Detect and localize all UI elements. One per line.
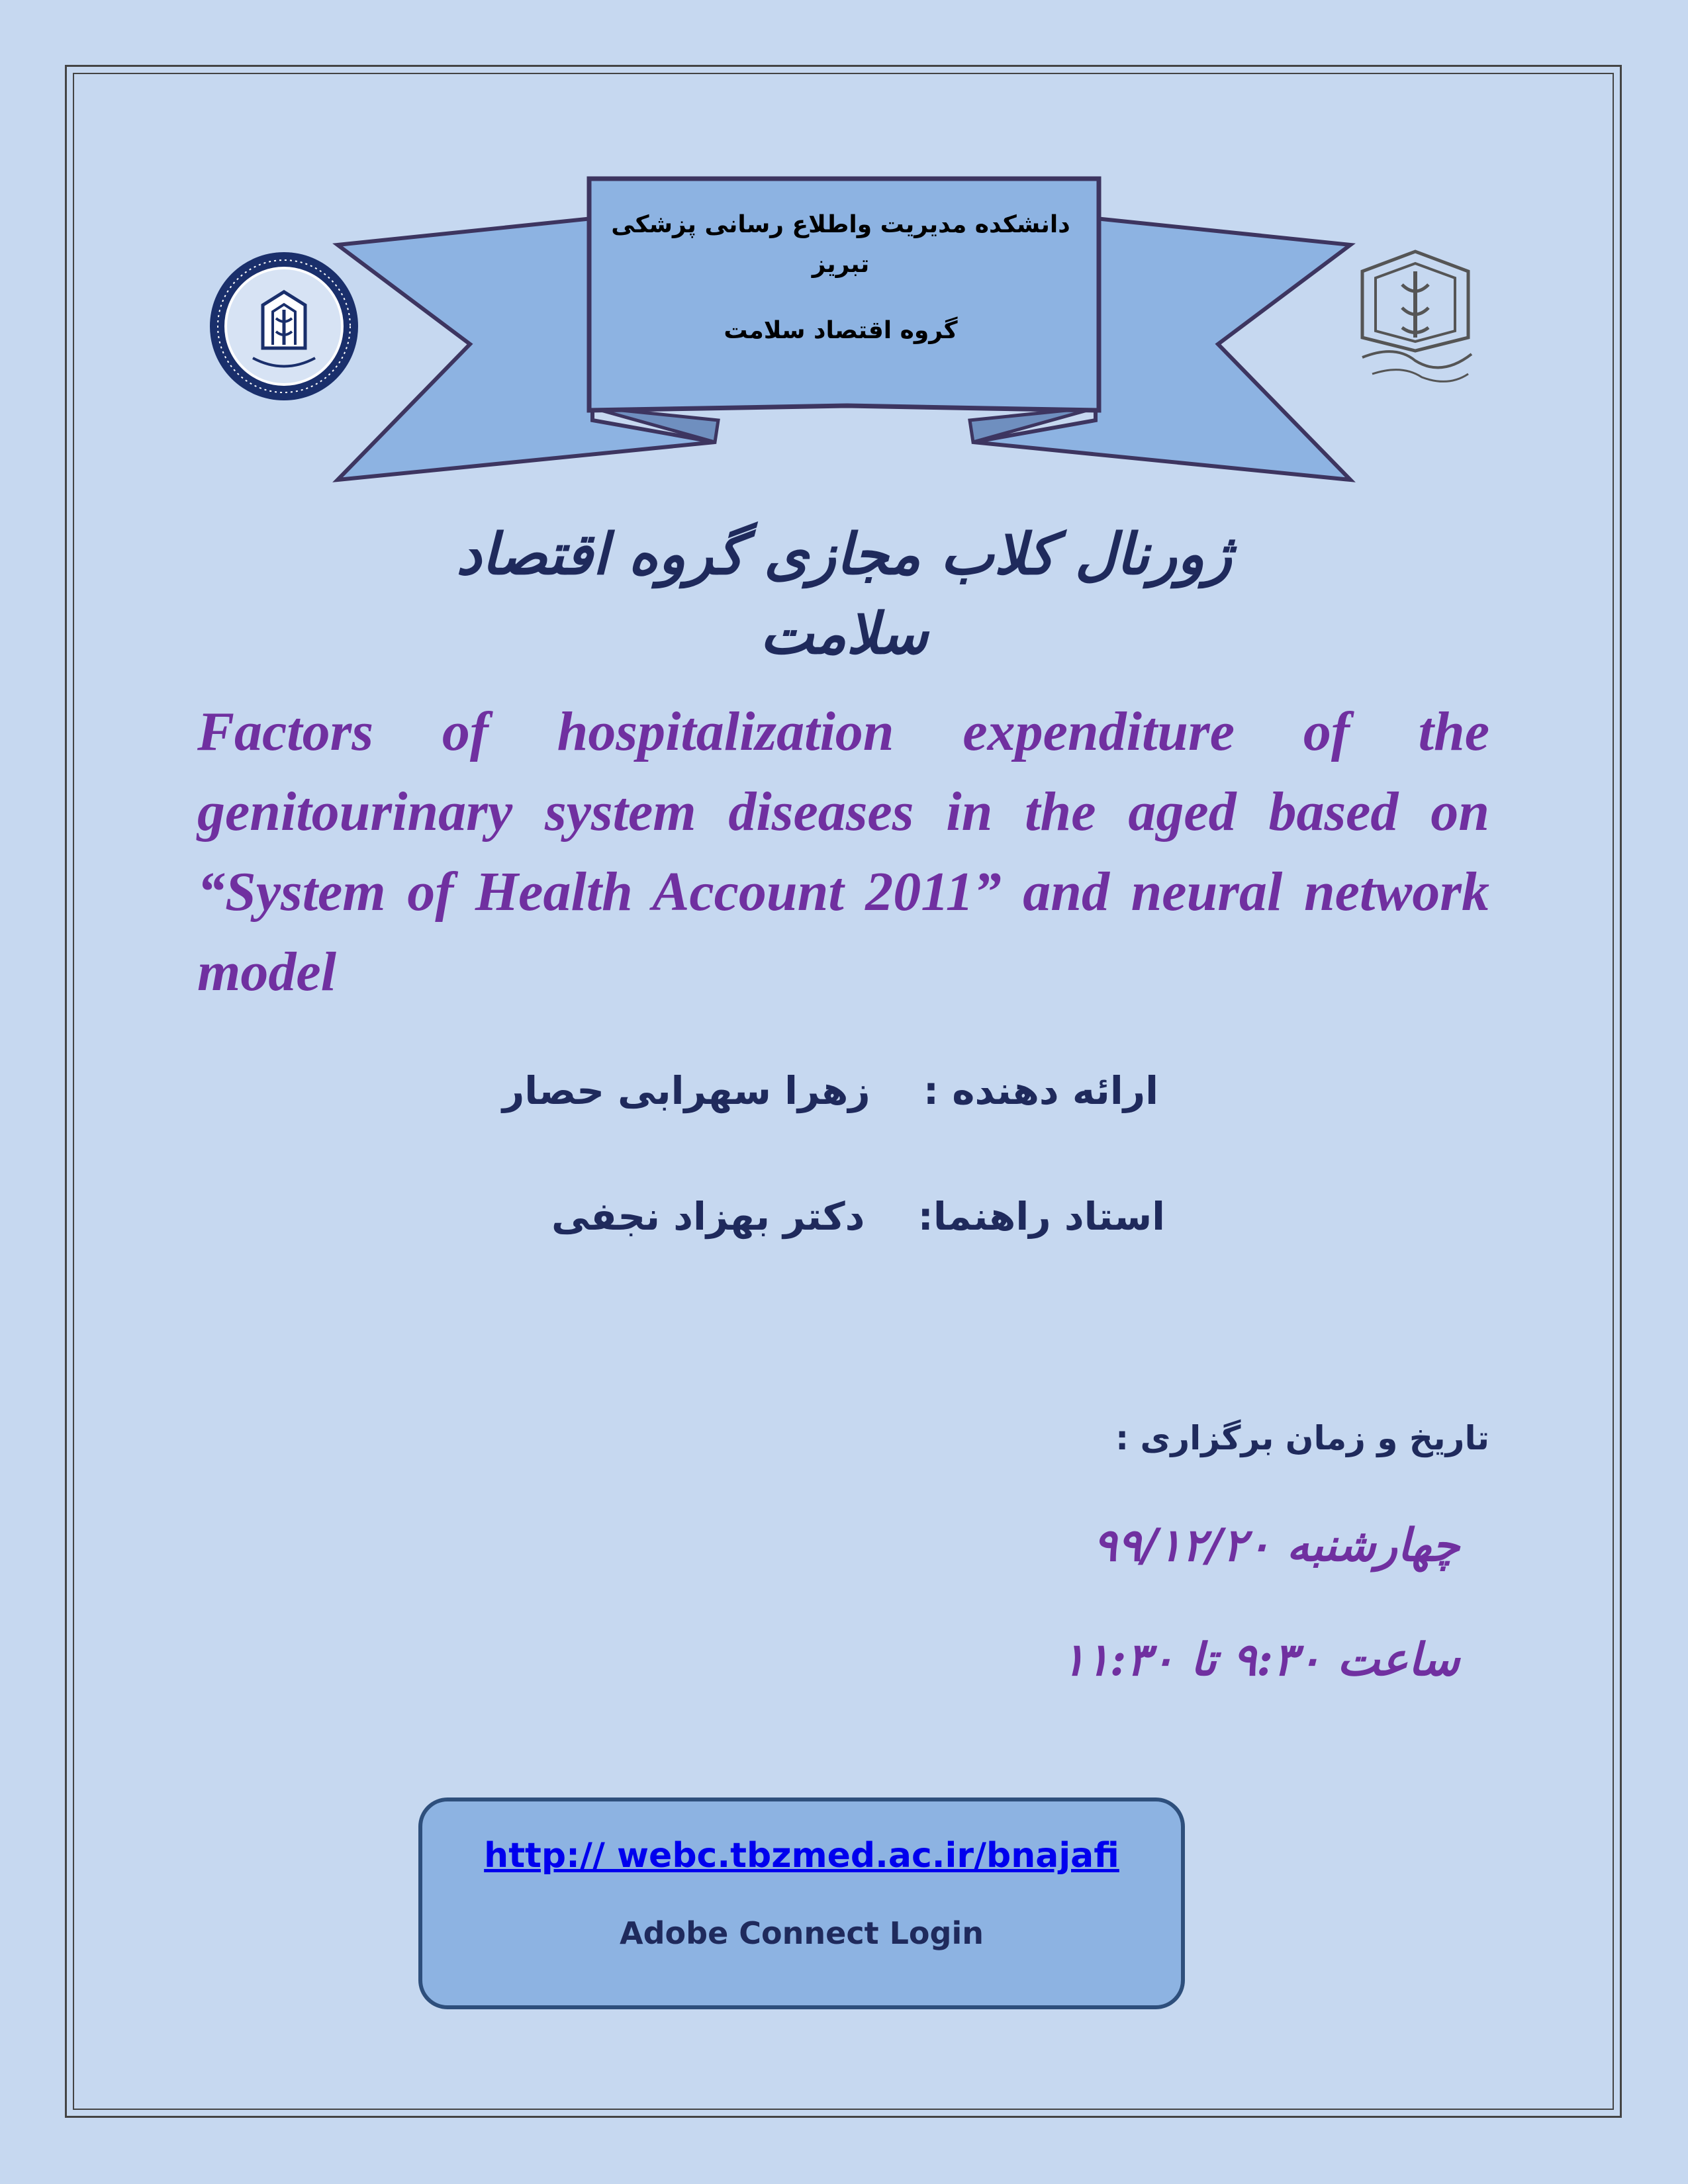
- journal-club-title: ژورنال کلاب مجازی گروه اقتصاد سلامت: [456, 521, 1232, 667]
- presenter-row: [502, 1061, 1158, 1120]
- schedule-time: ساعت ۹:۳۰ تا ۱۱:۳۰: [1061, 1633, 1460, 1686]
- presenter-label: ارائه دهنده :: [923, 1068, 1158, 1113]
- schedule-label: تاریخ و زمان برگزاری :: [1115, 1419, 1489, 1457]
- advisor-label: استاد راهنما:: [917, 1194, 1165, 1239]
- university-seal-icon: [207, 249, 361, 404]
- advisor-row: [551, 1187, 1165, 1246]
- meeting-link[interactable]: http:// webc.tbzmed.ac.ir/bnajafi: [484, 1836, 1119, 1876]
- schedule-date: چهارشنبه ۹۹/۱۲/۲۰: [1093, 1519, 1460, 1572]
- tbzmed-logo-icon: [1349, 245, 1481, 390]
- faculty-name: دانشکده مدیریت واطلاع رسانی پزشکی تبریز: [611, 211, 1070, 278]
- presenter-name: زهرا سهرابی حصار: [502, 1068, 870, 1113]
- meeting-link-caption: Adobe Connect Login: [620, 1915, 984, 1951]
- banner-text: [589, 205, 1092, 351]
- advisor-name: دکتر بهزاد نجفی: [551, 1194, 865, 1239]
- article-title: Factors of hospitalization expenditure of the genitourinary system diseases in the aged based on “System of Health Account 2011” and neural network model: [197, 701, 1489, 1003]
- department-name: گروه اقتصاد سلامت: [724, 317, 958, 344]
- meeting-link-box: [418, 1797, 1185, 2009]
